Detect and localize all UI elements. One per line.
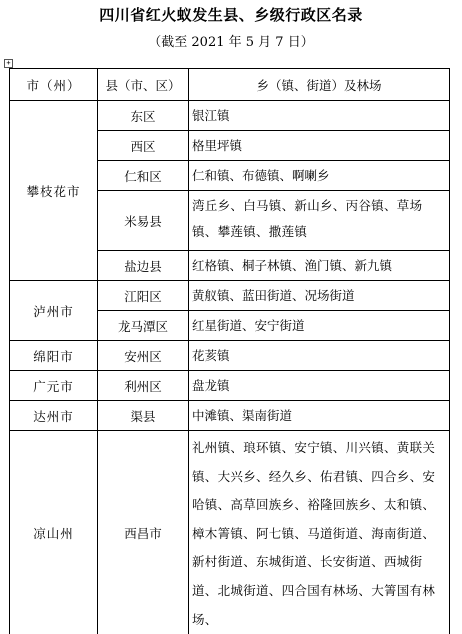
county-cell: 利州区 <box>98 371 189 401</box>
city-cell: 广元市 <box>10 371 98 401</box>
city-cell: 达州市 <box>10 401 98 431</box>
district-table <box>9 68 450 634</box>
city-cell: 攀枝花市 <box>10 101 98 281</box>
towns-cell: 红格镇、桐子林镇、渔门镇、新九镇 <box>189 251 450 281</box>
document-title: 四川省红火蚁发生县、乡级行政区名录 <box>0 5 462 25</box>
county-cell: 东区 <box>98 101 189 131</box>
table-row <box>10 341 450 371</box>
document-subtitle: （截至 2021 年 5 月 7 日） <box>0 34 462 52</box>
county-cell: 江阳区 <box>98 281 189 311</box>
county-cell: 安州区 <box>98 341 189 371</box>
county-cell: 西昌市 <box>98 431 189 634</box>
table-row <box>10 401 450 431</box>
towns-cell: 黄舣镇、蓝田街道、况场街道 <box>189 281 450 311</box>
county-cell: 米易县 <box>98 191 189 251</box>
towns-cell: 湾丘乡、白马镇、新山乡、丙谷镇、草场镇、攀莲镇、撒莲镇 <box>189 191 450 251</box>
city-cell: 泸州市 <box>10 281 98 341</box>
towns-cell: 银江镇 <box>189 101 450 131</box>
towns-cell: 格里坪镇 <box>189 131 450 161</box>
table-move-handle[interactable]: + <box>4 59 13 68</box>
county-cell: 盐边县 <box>98 251 189 281</box>
header-county: 县（市、区） <box>98 69 189 101</box>
table-row <box>10 431 450 634</box>
towns-cell: 红星街道、安宁街道 <box>189 311 450 341</box>
city-cell: 绵阳市 <box>10 341 98 371</box>
towns-cell: 中滩镇、渠南街道 <box>189 401 450 431</box>
county-cell: 龙马潭区 <box>98 311 189 341</box>
towns-cell: 仁和镇、布德镇、啊喇乡 <box>189 161 450 191</box>
table-row <box>10 101 450 131</box>
towns-cell: 花荄镇 <box>189 341 450 371</box>
towns-cell: 盘龙镇 <box>189 371 450 401</box>
table-row <box>10 281 450 311</box>
header-city: 市（州） <box>10 69 98 101</box>
county-cell: 西区 <box>98 131 189 161</box>
table-header-row <box>10 69 450 101</box>
county-cell: 仁和区 <box>98 161 189 191</box>
county-cell: 渠县 <box>98 401 189 431</box>
table-row <box>10 371 450 401</box>
header-towns: 乡（镇、街道）及林场 <box>189 69 450 101</box>
towns-cell: 礼州镇、琅环镇、安宁镇、川兴镇、黄联关镇、大兴乡、经久乡、佑君镇、四合乡、安哈镇、高草回族乡、裕隆回族乡、太和镇、樟木箐镇、阿七镇、马道街道、海南街道、新村街道、东城街道、长安街道、西城街道、北城街道、四合国有林场、大箐国有林场、 <box>189 431 450 634</box>
city-cell: 凉山州 <box>10 431 98 634</box>
